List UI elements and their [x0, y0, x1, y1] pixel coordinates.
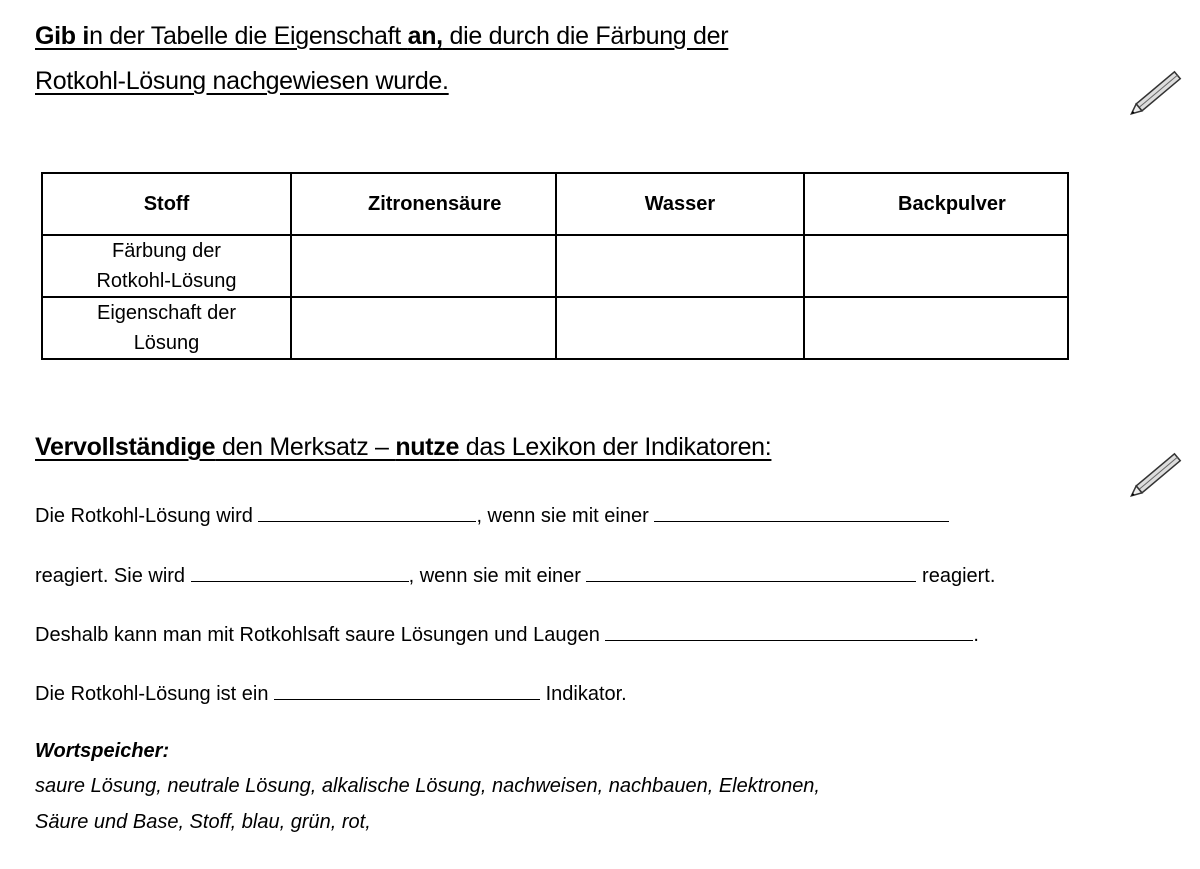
row-label-line: Lösung [133, 332, 200, 354]
pencil-icon [1122, 440, 1192, 510]
row-label [42, 235, 291, 297]
table-row [42, 235, 1068, 297]
sentence-2 [35, 563, 995, 588]
answer-cell[interactable] [556, 235, 804, 297]
blank-field[interactable] [258, 503, 476, 522]
sentence-text: , wenn sie mit einer [476, 505, 655, 527]
task1-heading-line1 [35, 22, 728, 51]
header-zitronensaeure: Zitronensäure [291, 173, 556, 235]
properties-table [41, 172, 1069, 360]
sentence-text: Die Rotkohl-Lösung ist ein [35, 683, 275, 705]
task2-text2: das Lexikon der Indikatoren: [459, 433, 772, 461]
answer-cell[interactable] [556, 297, 804, 359]
row-label [42, 297, 291, 359]
sentence-text: Indikator. [540, 683, 627, 705]
sentence-text: . [973, 624, 979, 646]
row-label-line: Eigenschaft der [97, 302, 236, 324]
wortspeicher-line: saure Lösung, neutrale Lösung, alkalische Lösung, nachweisen, nachbauen, Elektronen, [35, 775, 820, 797]
sentence-1 [35, 503, 949, 528]
row-label-line: Färbung der [112, 240, 221, 262]
row-label-line: Rotkohl-Lösung [96, 270, 237, 292]
sentence-text: , wenn sie mit einer [408, 565, 587, 587]
task1-text2: die durch die Färbung der [442, 22, 729, 50]
answer-cell[interactable] [804, 297, 1068, 359]
wortspeicher-title: Wortspeicher: [35, 740, 170, 762]
answer-cell[interactable] [291, 235, 556, 297]
table-header-row [42, 173, 1068, 235]
answer-cell[interactable] [291, 297, 556, 359]
table-row [42, 297, 1068, 359]
task1-heading-line2: Rotkohl-Lösung nachgewiesen wurde. [35, 67, 449, 95]
task2-heading [35, 433, 771, 462]
blank-field[interactable] [191, 563, 409, 582]
blank-field[interactable] [274, 681, 540, 700]
task2-verb2: nutze [395, 433, 460, 461]
sentence-4 [35, 681, 627, 706]
blank-field[interactable] [605, 622, 973, 641]
wortspeicher-line: Säure und Base, Stoff, blau, grün, rot, [35, 811, 371, 833]
task1-verb2: an, [407, 22, 443, 50]
answer-cell[interactable] [804, 235, 1068, 297]
blank-field[interactable] [586, 563, 916, 582]
task2-text: den Merksatz – [215, 433, 396, 461]
pencil-icon [1122, 58, 1192, 128]
header-backpulver: Backpulver [804, 173, 1068, 235]
sentence-text: reagiert. Sie wird [35, 565, 191, 587]
sentence-text: reagiert. [916, 565, 996, 587]
sentence-text: Deshalb kann man mit Rotkohlsaft saure Lösungen und Laugen [35, 624, 606, 646]
header-stoff: Stoff [42, 173, 291, 235]
sentence-text: Die Rotkohl-Lösung wird [35, 505, 259, 527]
blank-field[interactable] [654, 503, 949, 522]
task1-text: n der Tabelle die Eigenschaft [89, 22, 408, 50]
task2-verb: Vervollständige [35, 433, 216, 461]
header-wasser: Wasser [556, 173, 804, 235]
sentence-3 [35, 622, 979, 647]
task1-verb: Gib i [35, 22, 90, 50]
